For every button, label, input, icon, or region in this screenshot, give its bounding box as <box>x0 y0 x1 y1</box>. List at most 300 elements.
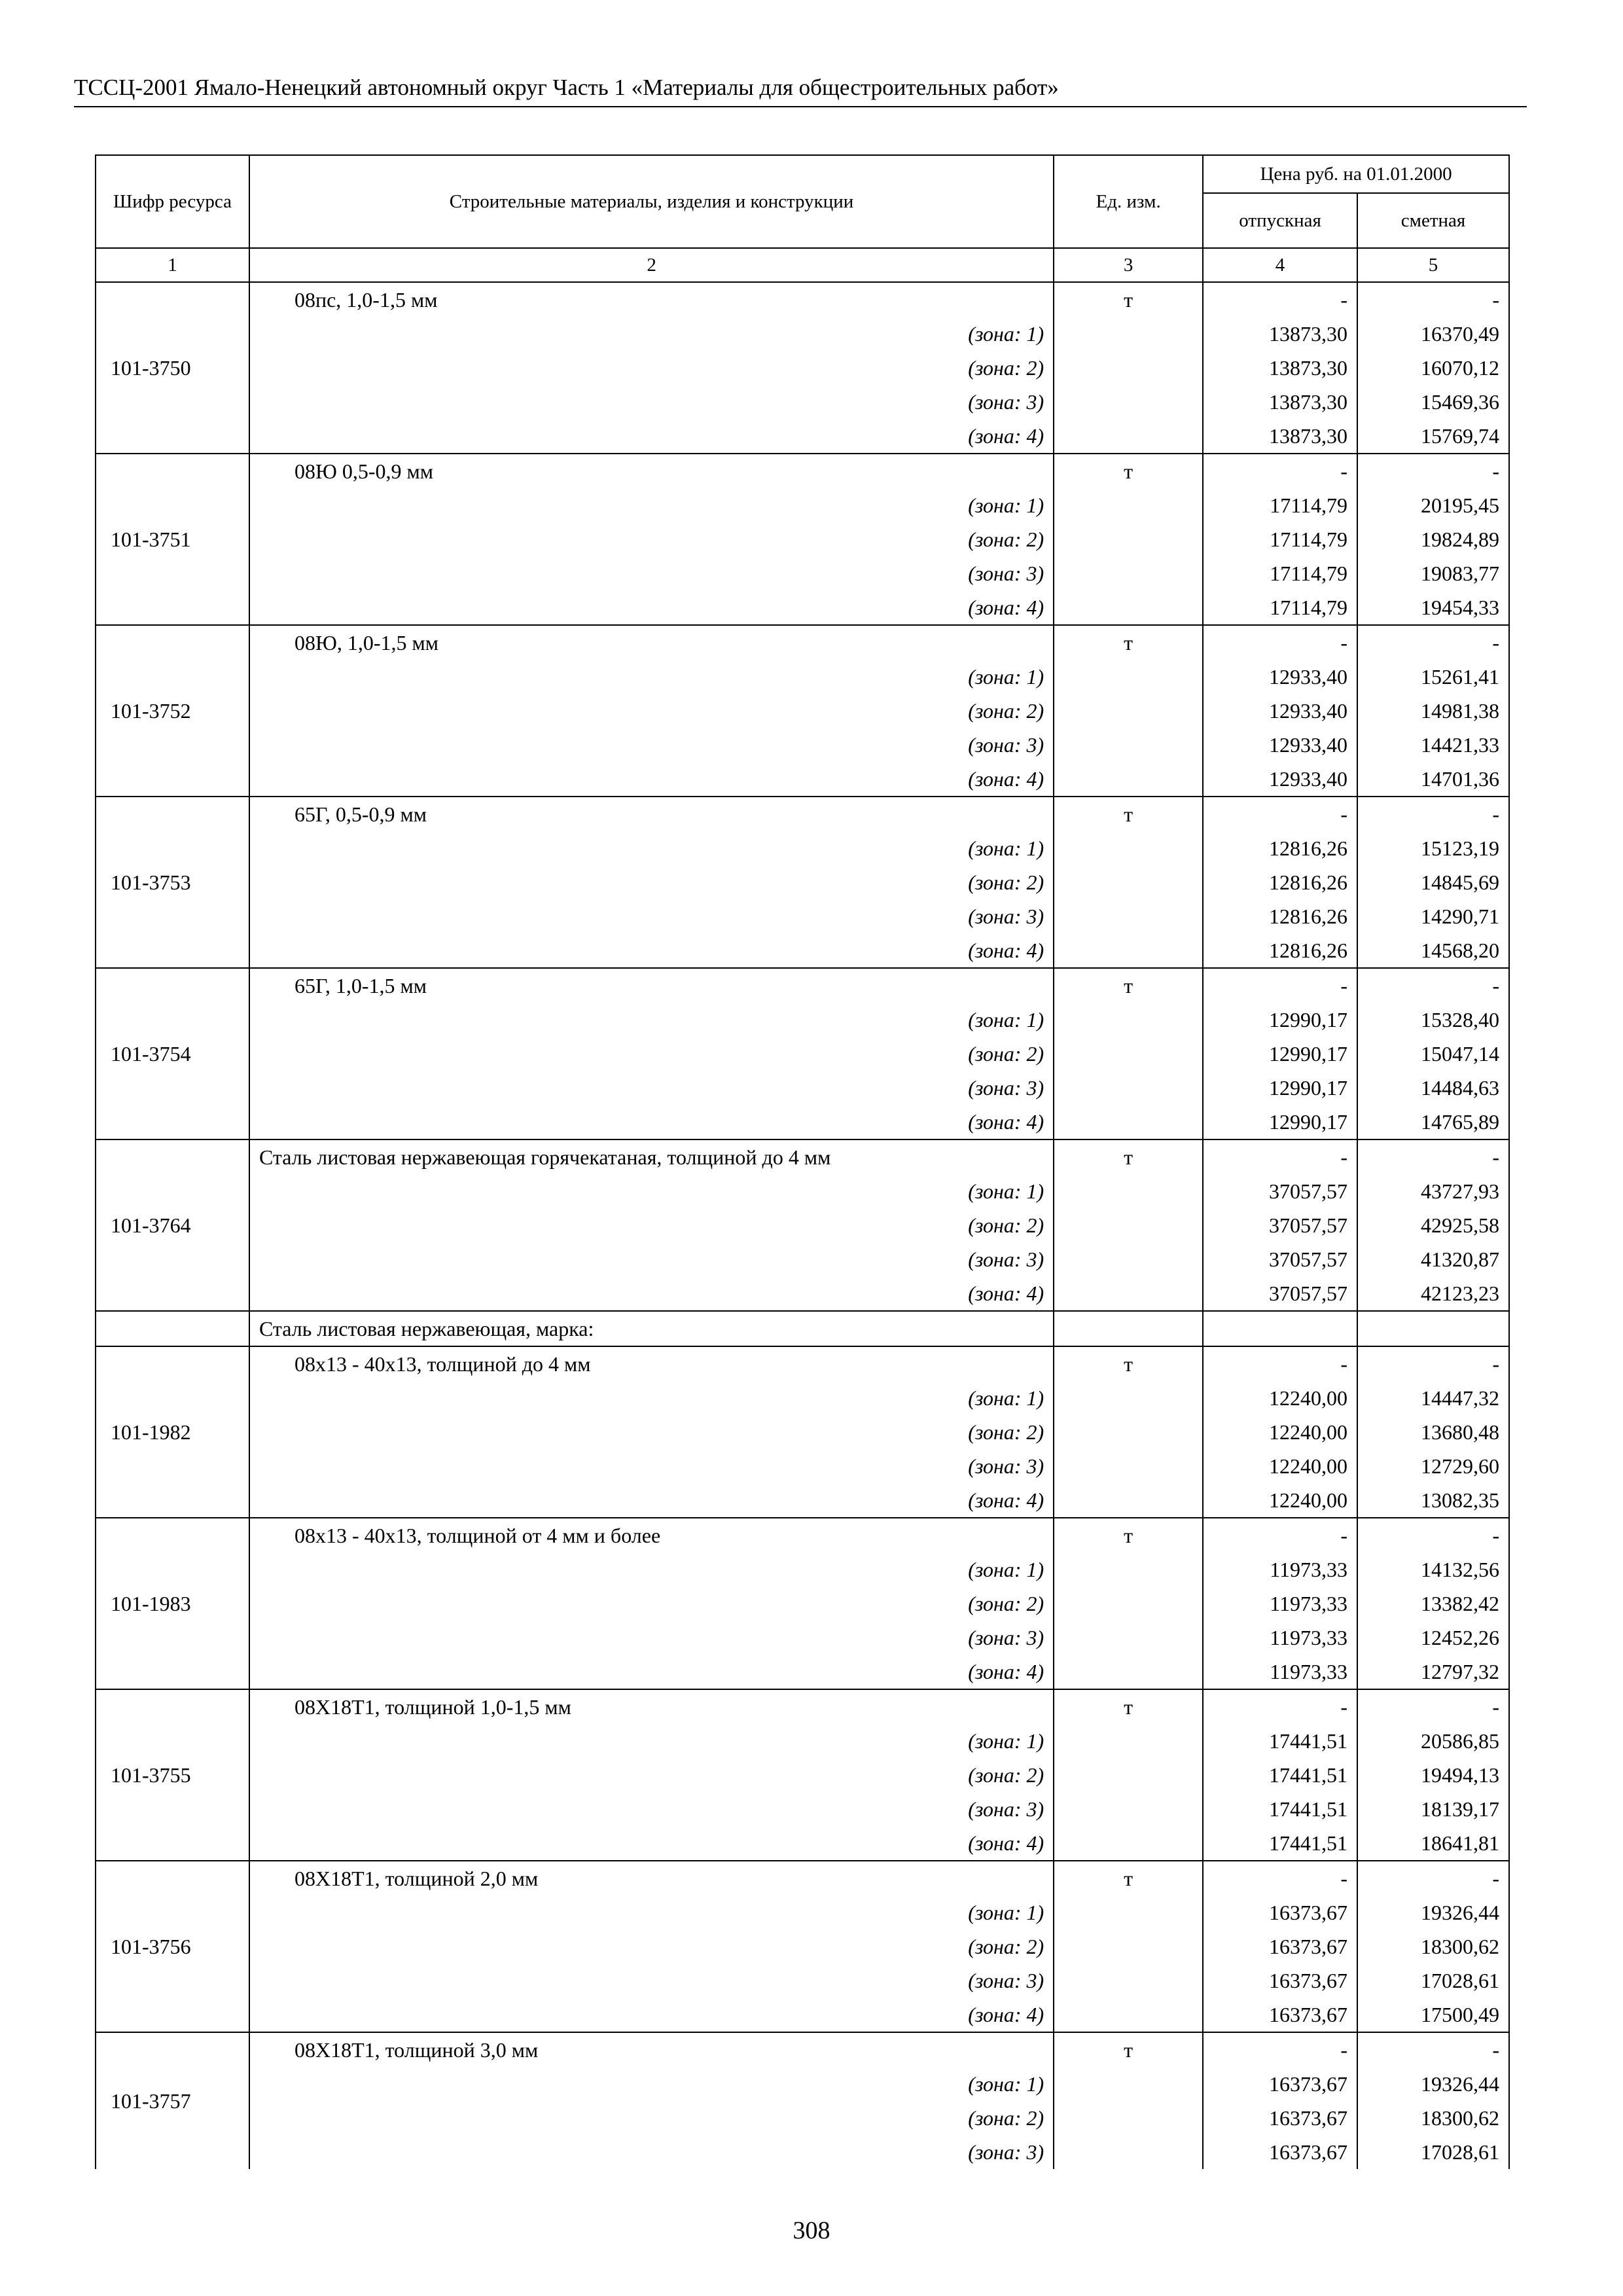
material-name: 08Ю, 1,0-1,5 мм <box>249 625 1054 660</box>
zone-label: (зона: 4) <box>249 1655 1054 1689</box>
zone-label: (зона: 3) <box>249 556 1054 590</box>
material-name: 08х13 - 40х13, толщиной от 4 мм и более <box>249 1518 1054 1552</box>
zone-label: (зона: 4) <box>249 419 1054 454</box>
zone-label: (зона: 3) <box>249 728 1054 762</box>
price-estimate: 19326,44 <box>1357 1895 1509 1929</box>
unit-empty <box>1054 831 1203 865</box>
zone-label: (зона: 1) <box>249 1724 1054 1758</box>
price-release: 12816,26 <box>1203 865 1357 899</box>
zone-row <box>96 831 1509 865</box>
unit-empty <box>1054 1105 1203 1139</box>
resource-code: 101-1982 <box>96 1346 249 1518</box>
zone-label: (зона: 2) <box>249 694 1054 728</box>
price-release: 37057,57 <box>1203 1174 1357 1208</box>
unit-empty <box>1054 2067 1203 2101</box>
price-estimate: 15328,40 <box>1357 1003 1509 1037</box>
price-release: 12240,00 <box>1203 1415 1357 1449</box>
unit-empty <box>1054 317 1203 351</box>
unit-empty <box>1054 762 1203 797</box>
price-release: 13873,30 <box>1203 317 1357 351</box>
price-release: - <box>1203 1518 1357 1552</box>
zone-label: (зона: 3) <box>249 1792 1054 1826</box>
price-estimate: 43727,93 <box>1357 1174 1509 1208</box>
unit-empty <box>1054 1449 1203 1483</box>
resource-code: 101-3750 <box>96 282 249 454</box>
zone-row <box>96 1449 1509 1483</box>
unit-empty <box>1054 1071 1203 1105</box>
zone-label: (зона: 1) <box>249 317 1054 351</box>
zone-row <box>96 590 1509 625</box>
table-row <box>96 1346 1509 1381</box>
price-estimate: - <box>1357 1346 1509 1381</box>
price-release: 12240,00 <box>1203 1449 1357 1483</box>
unit: т <box>1054 1861 1203 1895</box>
zone-row <box>96 1105 1509 1139</box>
price-estimate: 17028,61 <box>1357 2135 1509 2169</box>
price-release: 12933,40 <box>1203 660 1357 694</box>
unit-empty <box>1054 488 1203 522</box>
table-row <box>96 797 1509 831</box>
zone-label: (зона: 1) <box>249 1381 1054 1415</box>
unit-empty <box>1054 2135 1203 2169</box>
material-name: 65Г, 0,5-0,9 мм <box>249 797 1054 831</box>
table-row <box>96 625 1509 660</box>
unit-empty <box>1054 1724 1203 1758</box>
zone-row <box>96 1552 1509 1587</box>
price-release: 12816,26 <box>1203 899 1357 933</box>
price-estimate: 18300,62 <box>1357 1929 1509 1964</box>
unit-empty <box>1054 1964 1203 1998</box>
price-release: 13873,30 <box>1203 419 1357 454</box>
price-release: - <box>1203 1689 1357 1724</box>
unit-empty <box>1054 1826 1203 1861</box>
price-estimate: 20195,45 <box>1357 488 1509 522</box>
zone-label: (зона: 2) <box>249 2101 1054 2135</box>
price-estimate: - <box>1357 625 1509 660</box>
unit: т <box>1054 454 1203 488</box>
zone-row <box>96 1758 1509 1792</box>
zone-row <box>96 556 1509 590</box>
price-estimate: 14845,69 <box>1357 865 1509 899</box>
zone-row <box>96 1174 1509 1208</box>
price-release: 12240,00 <box>1203 1483 1357 1518</box>
price-estimate: 18139,17 <box>1357 1792 1509 1826</box>
section-title: Сталь листовая нержавеющая, марка: <box>249 1311 1054 1346</box>
price-release: 37057,57 <box>1203 1242 1357 1276</box>
zone-row <box>96 1792 1509 1826</box>
zone-label: (зона: 2) <box>249 1929 1054 1964</box>
price-release: 12990,17 <box>1203 1071 1357 1105</box>
price-release: 11973,33 <box>1203 1655 1357 1689</box>
zone-row <box>96 351 1509 385</box>
price-estimate: - <box>1357 797 1509 831</box>
zone-label: (зона: 3) <box>249 1071 1054 1105</box>
zone-label: (зона: 2) <box>249 1758 1054 1792</box>
price-estimate: 17028,61 <box>1357 1964 1509 1998</box>
unit-empty <box>1054 1929 1203 1964</box>
column-number: 5 <box>1357 248 1509 282</box>
zone-label: (зона: 2) <box>249 1415 1054 1449</box>
price-estimate: 42925,58 <box>1357 1208 1509 1242</box>
zone-row <box>96 419 1509 454</box>
zone-row <box>96 1964 1509 1998</box>
table-row <box>96 1139 1509 1174</box>
zone-label: (зона: 3) <box>249 899 1054 933</box>
unit: т <box>1054 1139 1203 1174</box>
column-number: 2 <box>249 248 1054 282</box>
zone-row <box>96 865 1509 899</box>
price-estimate: - <box>1357 1689 1509 1724</box>
price-estimate: 19494,13 <box>1357 1758 1509 1792</box>
price-estimate: 16070,12 <box>1357 351 1509 385</box>
price-estimate: 15047,14 <box>1357 1037 1509 1071</box>
price-table <box>95 154 1510 2169</box>
price-estimate: 14568,20 <box>1357 933 1509 968</box>
zone-row <box>96 488 1509 522</box>
resource-code: 101-3751 <box>96 454 249 625</box>
material-name: 08Х18Т1, толщиной 1,0-1,5 мм <box>249 1689 1054 1724</box>
unit-empty <box>1054 1381 1203 1415</box>
unit-empty <box>1054 1655 1203 1689</box>
zone-row <box>96 1276 1509 1311</box>
price-release: 12990,17 <box>1203 1003 1357 1037</box>
price-release: 13873,30 <box>1203 351 1357 385</box>
unit: т <box>1054 1518 1203 1552</box>
price-estimate: 41320,87 <box>1357 1242 1509 1276</box>
price-estimate: 20586,85 <box>1357 1724 1509 1758</box>
price-release: 16373,67 <box>1203 1998 1357 2032</box>
zone-label: (зона: 4) <box>249 1276 1054 1311</box>
material-name: 08х13 - 40х13, толщиной до 4 мм <box>249 1346 1054 1381</box>
price-release: 17114,79 <box>1203 488 1357 522</box>
resource-code: 101-3754 <box>96 968 249 1139</box>
price-release: - <box>1203 454 1357 488</box>
unit-empty <box>1054 1003 1203 1037</box>
unit-empty <box>1054 1276 1203 1311</box>
zone-row <box>96 728 1509 762</box>
header-unit: Ед. изм. <box>1054 155 1203 248</box>
price-estimate: 16370,49 <box>1357 317 1509 351</box>
unit: т <box>1054 1689 1203 1724</box>
price-release: 16373,67 <box>1203 1929 1357 1964</box>
zone-row <box>96 762 1509 797</box>
unit: т <box>1054 282 1203 317</box>
resource-code: 101-3752 <box>96 625 249 797</box>
price-estimate: 19824,89 <box>1357 522 1509 556</box>
zone-label: (зона: 1) <box>249 1552 1054 1587</box>
price-release: 17114,79 <box>1203 556 1357 590</box>
price-release: 11973,33 <box>1203 1587 1357 1621</box>
price-estimate: 15769,74 <box>1357 419 1509 454</box>
header-price-group: Цена руб. на 01.01.2000 <box>1203 155 1509 193</box>
zone-label: (зона: 2) <box>249 1208 1054 1242</box>
zone-row <box>96 1826 1509 1861</box>
zone-row <box>96 1998 1509 2032</box>
zone-row <box>96 1208 1509 1242</box>
price-estimate: 12797,32 <box>1357 1655 1509 1689</box>
unit-empty <box>1054 1758 1203 1792</box>
price-release: 17441,51 <box>1203 1724 1357 1758</box>
price-release: 11973,33 <box>1203 1552 1357 1587</box>
zone-row <box>96 1003 1509 1037</box>
unit-empty <box>1054 694 1203 728</box>
price-estimate: 14765,89 <box>1357 1105 1509 1139</box>
column-number: 1 <box>96 248 249 282</box>
zone-row <box>96 1724 1509 1758</box>
price-estimate: - <box>1357 282 1509 317</box>
material-name: 08Х18Т1, толщиной 3,0 мм <box>249 2032 1054 2067</box>
price-estimate: 18641,81 <box>1357 1826 1509 1861</box>
table-row <box>96 1861 1509 1895</box>
resource-code: 101-3757 <box>96 2032 249 2169</box>
running-header: ТССЦ-2001 Ямало-Ненецкий автономный округ Часть 1 «Материалы для общестроительных работ» <box>74 75 1059 100</box>
zone-label: (зона: 4) <box>249 1826 1054 1861</box>
unit-empty <box>1054 590 1203 625</box>
zone-row <box>96 1483 1509 1518</box>
price-release: 17441,51 <box>1203 1758 1357 1792</box>
zone-label: (зона: 4) <box>249 933 1054 968</box>
price-estimate: 14447,32 <box>1357 1381 1509 1415</box>
zone-row <box>96 933 1509 968</box>
zone-row <box>96 1242 1509 1276</box>
unit: т <box>1054 625 1203 660</box>
resource-code: 101-3764 <box>96 1139 249 1311</box>
price-estimate: 14701,36 <box>1357 762 1509 797</box>
unit-empty <box>1054 865 1203 899</box>
price-estimate: 12729,60 <box>1357 1449 1509 1483</box>
unit-empty <box>1054 933 1203 968</box>
unit: т <box>1054 2032 1203 2067</box>
price-estimate: 14132,56 <box>1357 1552 1509 1587</box>
zone-label: (зона: 3) <box>249 385 1054 419</box>
zone-label: (зона: 1) <box>249 488 1054 522</box>
price-estimate: 15469,36 <box>1357 385 1509 419</box>
zone-row <box>96 1071 1509 1105</box>
price-estimate: 14484,63 <box>1357 1071 1509 1105</box>
price-estimate: 19083,77 <box>1357 556 1509 590</box>
price-release: - <box>1203 282 1357 317</box>
zone-label: (зона: 4) <box>249 590 1054 625</box>
price-release: - <box>1203 968 1357 1003</box>
unit-empty <box>1054 1792 1203 1826</box>
zone-label: (зона: 3) <box>249 1621 1054 1655</box>
price-estimate: 19454,33 <box>1357 590 1509 625</box>
zone-row <box>96 1381 1509 1415</box>
column-number: 3 <box>1054 248 1203 282</box>
resource-code: 101-3755 <box>96 1689 249 1861</box>
zone-row <box>96 694 1509 728</box>
zone-label: (зона: 1) <box>249 1003 1054 1037</box>
zone-label: (зона: 2) <box>249 1587 1054 1621</box>
material-name: 08Х18Т1, толщиной 2,0 мм <box>249 1861 1054 1895</box>
unit-empty <box>1054 1621 1203 1655</box>
price-estimate: 13082,35 <box>1357 1483 1509 1518</box>
table-row <box>96 454 1509 488</box>
unit-empty <box>1054 2101 1203 2135</box>
price-estimate: 19326,44 <box>1357 2067 1509 2101</box>
zone-label: (зона: 4) <box>249 1105 1054 1139</box>
table-row <box>96 968 1509 1003</box>
price-release: 16373,67 <box>1203 2067 1357 2101</box>
unit-empty <box>1054 556 1203 590</box>
price-release: 12990,17 <box>1203 1037 1357 1071</box>
zone-label: (зона: 4) <box>249 1998 1054 2032</box>
price-release: 12240,00 <box>1203 1381 1357 1415</box>
zone-row <box>96 317 1509 351</box>
header-price-estimate: сметная <box>1357 193 1509 248</box>
zone-label: (зона: 3) <box>249 1964 1054 1998</box>
unit-empty <box>1054 1415 1203 1449</box>
price-release: 17441,51 <box>1203 1792 1357 1826</box>
zone-label: (зона: 2) <box>249 351 1054 385</box>
unit-empty <box>1054 1208 1203 1242</box>
price-estimate: 18300,62 <box>1357 2101 1509 2135</box>
material-name: 08Ю 0,5-0,9 мм <box>249 454 1054 488</box>
resource-code: 101-3756 <box>96 1861 249 2032</box>
unit-empty <box>1054 899 1203 933</box>
price-release: 12990,17 <box>1203 1105 1357 1139</box>
zone-row <box>96 1415 1509 1449</box>
unit-empty <box>1054 419 1203 454</box>
unit: т <box>1054 968 1203 1003</box>
price-release: 16373,67 <box>1203 2101 1357 2135</box>
price-estimate: 14981,38 <box>1357 694 1509 728</box>
price-estimate: 17500,49 <box>1357 1998 1509 2032</box>
zone-row <box>96 1621 1509 1655</box>
price-release: 16373,67 <box>1203 2135 1357 2169</box>
unit-empty <box>1054 728 1203 762</box>
unit: т <box>1054 1346 1203 1381</box>
price-estimate: 13382,42 <box>1357 1587 1509 1621</box>
header-name: Строительные материалы, изделия и конструкции <box>249 155 1054 248</box>
section-price-cell <box>1357 1311 1509 1346</box>
table-row <box>96 282 1509 317</box>
table-body <box>96 282 1509 2169</box>
price-estimate: 15123,19 <box>1357 831 1509 865</box>
unit-empty <box>1054 1998 1203 2032</box>
zone-row <box>96 1895 1509 1929</box>
price-estimate: 14290,71 <box>1357 899 1509 933</box>
price-estimate: - <box>1357 454 1509 488</box>
price-release: 16373,67 <box>1203 1964 1357 1998</box>
zone-row <box>96 522 1509 556</box>
material-name: Сталь листовая нержавеющая горячекатаная, толщиной до 4 мм <box>249 1139 1054 1174</box>
material-name: 08пс, 1,0-1,5 мм <box>249 282 1054 317</box>
zone-label: (зона: 1) <box>249 1895 1054 1929</box>
zone-label: (зона: 4) <box>249 762 1054 797</box>
zone-label: (зона: 3) <box>249 2135 1054 2169</box>
price-release: 12816,26 <box>1203 933 1357 968</box>
price-release: 13873,30 <box>1203 385 1357 419</box>
unit-empty <box>1054 522 1203 556</box>
table-row <box>96 1518 1509 1552</box>
table-row <box>96 1689 1509 1724</box>
section-unit-cell <box>1054 1311 1203 1346</box>
price-estimate: - <box>1357 2032 1509 2067</box>
price-release: 37057,57 <box>1203 1276 1357 1311</box>
price-estimate: - <box>1357 968 1509 1003</box>
unit-empty <box>1054 1242 1203 1276</box>
unit-empty <box>1054 1552 1203 1587</box>
unit: т <box>1054 797 1203 831</box>
zone-label: (зона: 1) <box>249 660 1054 694</box>
price-release: 17114,79 <box>1203 590 1357 625</box>
price-release: - <box>1203 1139 1357 1174</box>
price-release: - <box>1203 797 1357 831</box>
unit-empty <box>1054 351 1203 385</box>
section-row <box>96 1311 1509 1346</box>
zone-label: (зона: 1) <box>249 831 1054 865</box>
zone-label: (зона: 3) <box>249 1449 1054 1483</box>
price-estimate: - <box>1357 1518 1509 1552</box>
price-release: - <box>1203 1861 1357 1895</box>
zone-row <box>96 2135 1509 2169</box>
resource-code: 101-3753 <box>96 797 249 968</box>
zone-label: (зона: 4) <box>249 1483 1054 1518</box>
price-estimate: 13680,48 <box>1357 1415 1509 1449</box>
zone-row <box>96 2067 1509 2101</box>
unit-empty <box>1054 1483 1203 1518</box>
price-release: 12933,40 <box>1203 728 1357 762</box>
zone-row <box>96 1037 1509 1071</box>
price-estimate: - <box>1357 1139 1509 1174</box>
zone-row <box>96 1655 1509 1689</box>
price-release: - <box>1203 1346 1357 1381</box>
zone-label: (зона: 1) <box>249 1174 1054 1208</box>
zone-row <box>96 899 1509 933</box>
column-number: 4 <box>1203 248 1357 282</box>
page-number: 308 <box>793 2217 830 2244</box>
zone-row <box>96 1587 1509 1621</box>
header-price-release: отпускная <box>1203 193 1357 248</box>
zone-label: (зона: 3) <box>249 1242 1054 1276</box>
section-price-cell <box>1203 1311 1357 1346</box>
resource-code: 101-1983 <box>96 1518 249 1689</box>
zone-row <box>96 2101 1509 2135</box>
zone-label: (зона: 2) <box>249 865 1054 899</box>
header-rule <box>74 106 1527 107</box>
unit-empty <box>1054 660 1203 694</box>
unit-empty <box>1054 1174 1203 1208</box>
price-estimate: 14421,33 <box>1357 728 1509 762</box>
price-release: - <box>1203 625 1357 660</box>
unit-empty <box>1054 1895 1203 1929</box>
zone-label: (зона: 2) <box>249 1037 1054 1071</box>
zone-row <box>96 660 1509 694</box>
price-release: 17114,79 <box>1203 522 1357 556</box>
price-estimate: - <box>1357 1861 1509 1895</box>
price-release: 12816,26 <box>1203 831 1357 865</box>
price-estimate: 12452,26 <box>1357 1621 1509 1655</box>
zone-label: (зона: 2) <box>249 522 1054 556</box>
zone-row <box>96 385 1509 419</box>
zone-label: (зона: 1) <box>249 2067 1054 2101</box>
price-release: 17441,51 <box>1203 1826 1357 1861</box>
price-release: 16373,67 <box>1203 1895 1357 1929</box>
header-code: Шифр ресурса <box>96 155 249 248</box>
zone-row <box>96 1929 1509 1964</box>
price-estimate: 15261,41 <box>1357 660 1509 694</box>
price-release: 37057,57 <box>1203 1208 1357 1242</box>
unit-empty <box>1054 385 1203 419</box>
price-estimate: 42123,23 <box>1357 1276 1509 1311</box>
unit-empty <box>1054 1587 1203 1621</box>
table-row <box>96 2032 1509 2067</box>
material-name: 65Г, 1,0-1,5 мм <box>249 968 1054 1003</box>
section-code-cell <box>96 1311 249 1346</box>
price-release: 11973,33 <box>1203 1621 1357 1655</box>
unit-empty <box>1054 1037 1203 1071</box>
